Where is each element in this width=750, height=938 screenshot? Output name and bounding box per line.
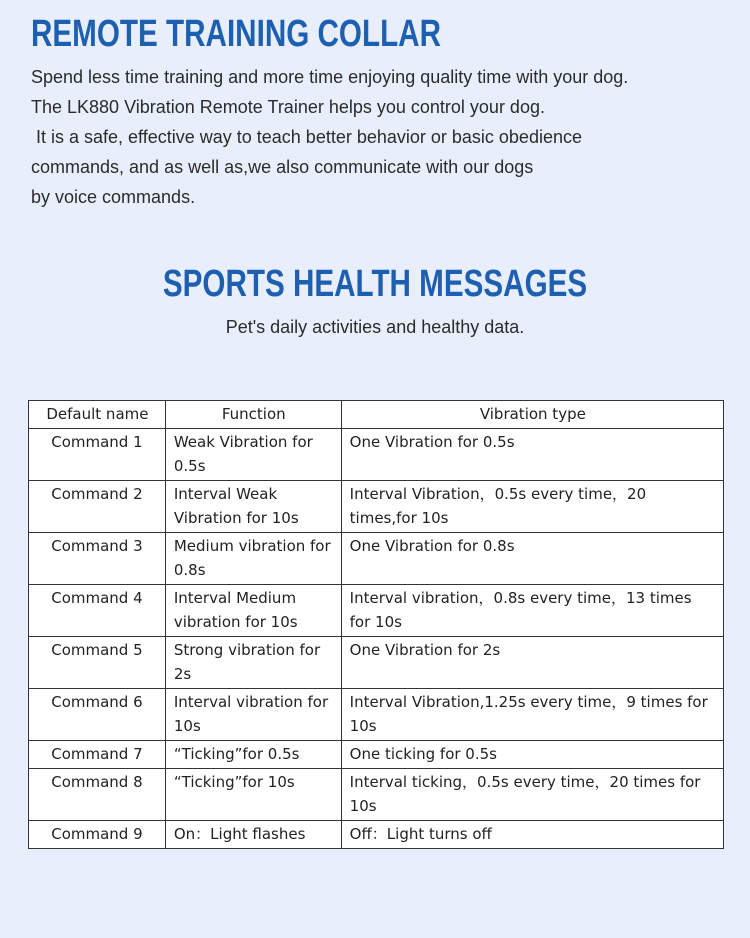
command-name-cell: Command 4 bbox=[29, 585, 166, 637]
intro-line: Spend less time training and more time enjoying quality time with your dog. bbox=[31, 67, 629, 87]
table-row bbox=[29, 741, 724, 769]
vibration-type-cell: Interval vibration，0.8s every time，13 times for 10s bbox=[341, 585, 723, 637]
function-cell: Interval Weak Vibration for 10s bbox=[165, 481, 341, 533]
section-title bbox=[0, 262, 750, 306]
command-name-cell: Command 2 bbox=[29, 481, 166, 533]
table-row bbox=[29, 821, 724, 849]
function-cell: On：Light flashes bbox=[165, 821, 341, 849]
function-cell: “Ticking”for 0.5s bbox=[165, 741, 341, 769]
table-row bbox=[29, 689, 724, 741]
command-name-cell: Command 7 bbox=[29, 741, 166, 769]
table-row bbox=[29, 769, 724, 821]
command-name-cell: Command 5 bbox=[29, 637, 166, 689]
function-cell: Interval vibration for 10s bbox=[165, 689, 341, 741]
vibration-type-cell: Interval Vibration，0.5s every time，20 times,for 10s bbox=[341, 481, 723, 533]
table-row bbox=[29, 429, 724, 481]
intro-text bbox=[31, 62, 731, 212]
intro-line: The LK880 Vibration Remote Trainer helps you control your dog. bbox=[31, 97, 545, 117]
vibration-type-cell: One Vibration for 0.8s bbox=[341, 533, 723, 585]
vibration-type-cell: One ticking for 0.5s bbox=[341, 741, 723, 769]
table-row bbox=[29, 481, 724, 533]
function-cell: Strong vibration for 2s bbox=[165, 637, 341, 689]
page-title: REMOTE TRAINING COLLAR bbox=[31, 13, 441, 55]
command-name-cell: Command 9 bbox=[29, 821, 166, 849]
function-cell: Interval Medium vibration for 10s bbox=[165, 585, 341, 637]
command-name-cell: Command 8 bbox=[29, 769, 166, 821]
table-row bbox=[29, 585, 724, 637]
table-header-row bbox=[29, 401, 724, 429]
intro-line: by voice commands. bbox=[31, 187, 196, 207]
command-table bbox=[28, 400, 724, 849]
command-name-cell: Command 3 bbox=[29, 533, 166, 585]
vibration-type-cell: Interval ticking，0.5s every time，20 times for 10s bbox=[341, 769, 723, 821]
vibration-type-cell: One Vibration for 2s bbox=[341, 637, 723, 689]
function-cell: Medium vibration for 0.8s bbox=[165, 533, 341, 585]
function-cell: Weak Vibration for 0.5s bbox=[165, 429, 341, 481]
column-header-default-name: Default name bbox=[29, 401, 166, 429]
column-header-function: Function bbox=[165, 401, 341, 429]
table-row bbox=[29, 533, 724, 585]
section-subtitle: Pet's daily activities and healthy data. bbox=[225, 317, 525, 337]
vibration-type-cell: Interval Vibration,1.25s every time，9 times for 10s bbox=[341, 689, 723, 741]
intro-line: commands, and as well as,we also communicate with our dogs bbox=[31, 157, 534, 177]
vibration-type-cell: Off：Light turns off bbox=[341, 821, 723, 849]
command-name-cell: Command 1 bbox=[29, 429, 166, 481]
section-title-text: SPORTS HEALTH MESSAGES bbox=[162, 263, 588, 305]
intro-line: It is a safe, effective way to teach better behavior or basic obedience bbox=[31, 127, 582, 147]
column-header-vibration-type: Vibration type bbox=[341, 401, 723, 429]
table-row bbox=[29, 637, 724, 689]
command-name-cell: Command 6 bbox=[29, 689, 166, 741]
function-cell: “Ticking”for 10s bbox=[165, 769, 341, 821]
vibration-type-cell: One Vibration for 0.5s bbox=[341, 429, 723, 481]
